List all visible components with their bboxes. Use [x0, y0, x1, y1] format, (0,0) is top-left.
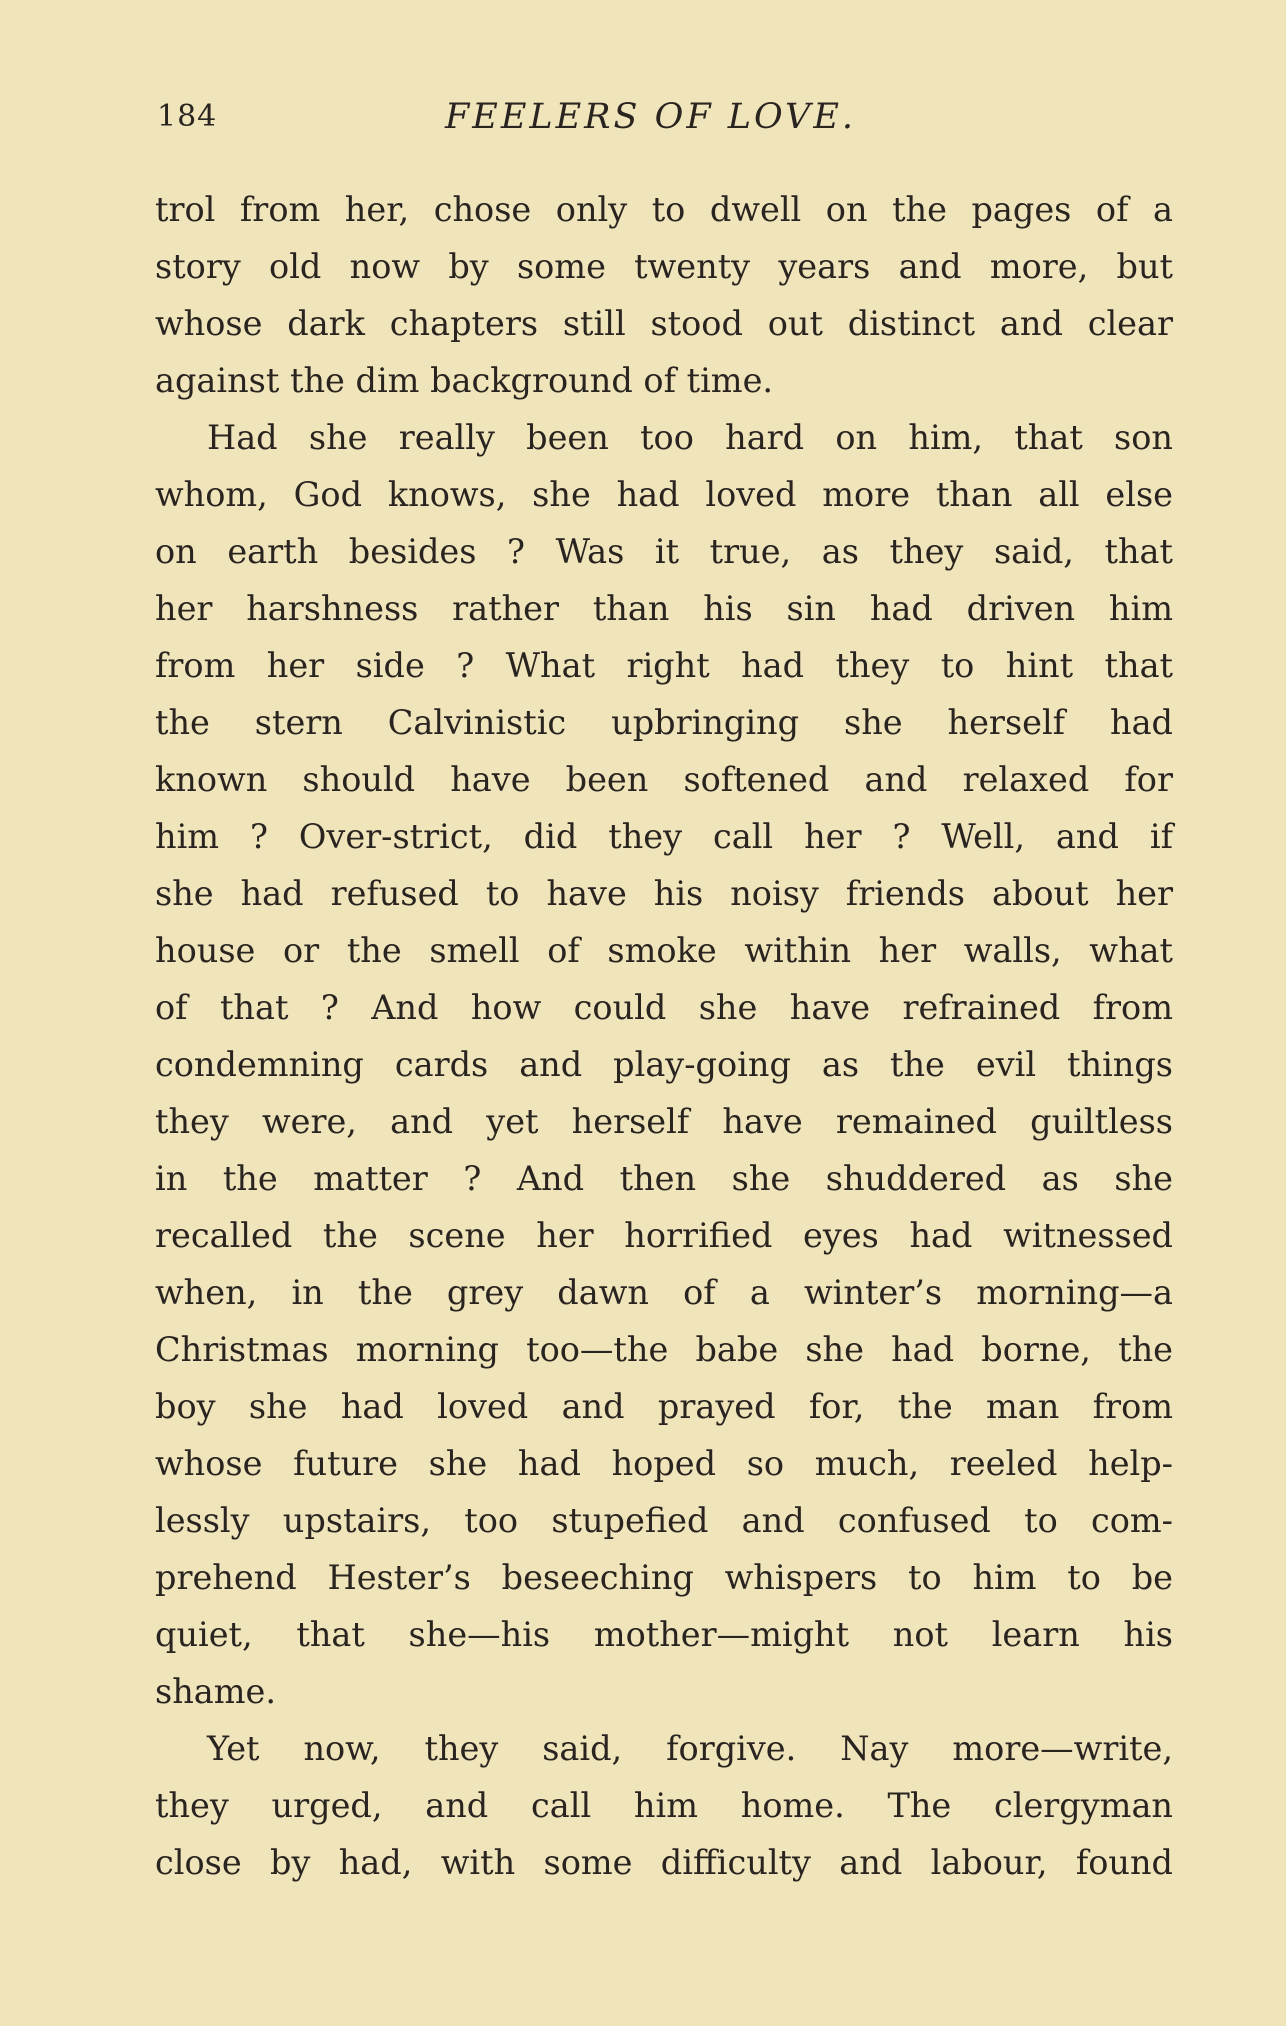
text-line: close by had, with some difficulty and labour, found: [155, 1843, 1173, 1882]
text-line: her harshness rather than his sin had driven him: [155, 589, 1173, 628]
text-line: of that ? And how could she have refrained from: [155, 988, 1173, 1027]
text-line: lessly upstairs, too stupefied and confused to com-: [155, 1501, 1173, 1540]
text-line: they urged, and call him home. The clergyman: [155, 1786, 1173, 1825]
text-line: Yet now, they said, forgive. Nay more—write,: [207, 1729, 1173, 1768]
page-number: 184: [157, 99, 218, 134]
text-line: she had refused to have his noisy friends about her: [155, 874, 1173, 913]
text-line: known should have been softened and relaxed for: [155, 760, 1173, 799]
text-line: shame.: [155, 1672, 276, 1711]
text-line: they were, and yet herself have remained guiltless: [155, 1102, 1173, 1141]
text-line: house or the smell of smoke within her walls, what: [155, 931, 1173, 970]
text-line: against the dim background of time.: [155, 361, 774, 400]
text-line: whose future she had hoped so much, reeled help-: [155, 1444, 1173, 1483]
body-text: [155, 181, 1173, 1891]
text-line: Had she really been too hard on him, that son: [207, 418, 1173, 457]
text-line: story old now by some twenty years and more, but: [155, 247, 1173, 286]
text-line: condemning cards and play-going as the evil things: [155, 1045, 1173, 1084]
text-line: when, in the grey dawn of a winter’s morning—a: [155, 1273, 1173, 1312]
text-line: from her side ? What right had they to hint that: [155, 646, 1173, 685]
text-line: prehend Hester’s beseeching whispers to him to be: [155, 1558, 1173, 1597]
text-line: him ? Over-strict, did they call her ? Well, and if: [155, 817, 1173, 856]
text-line: in the matter ? And then she shuddered as she: [155, 1159, 1173, 1198]
text-line: quiet, that she—his mother—might not learn his: [155, 1615, 1173, 1654]
text-line: boy she had loved and prayed for, the man from: [155, 1387, 1173, 1426]
text-line: trol from her, chose only to dwell on the pages of a: [155, 190, 1173, 229]
page-header: [155, 92, 1170, 142]
text-line: recalled the scene her horrified eyes had witnessed: [155, 1216, 1173, 1255]
text-line: whom, God knows, she had loved more than all else: [155, 475, 1173, 514]
text-line: whose dark chapters still stood out distinct and clear: [155, 304, 1173, 343]
running-title: FEELERS OF LOVE.: [445, 97, 857, 137]
text-line: the stern Calvinistic upbringing she herself had: [155, 703, 1173, 742]
text-line: Christmas morning too—the babe she had borne, the: [155, 1330, 1173, 1369]
text-line: on earth besides ? Was it true, as they said, that: [155, 532, 1173, 571]
